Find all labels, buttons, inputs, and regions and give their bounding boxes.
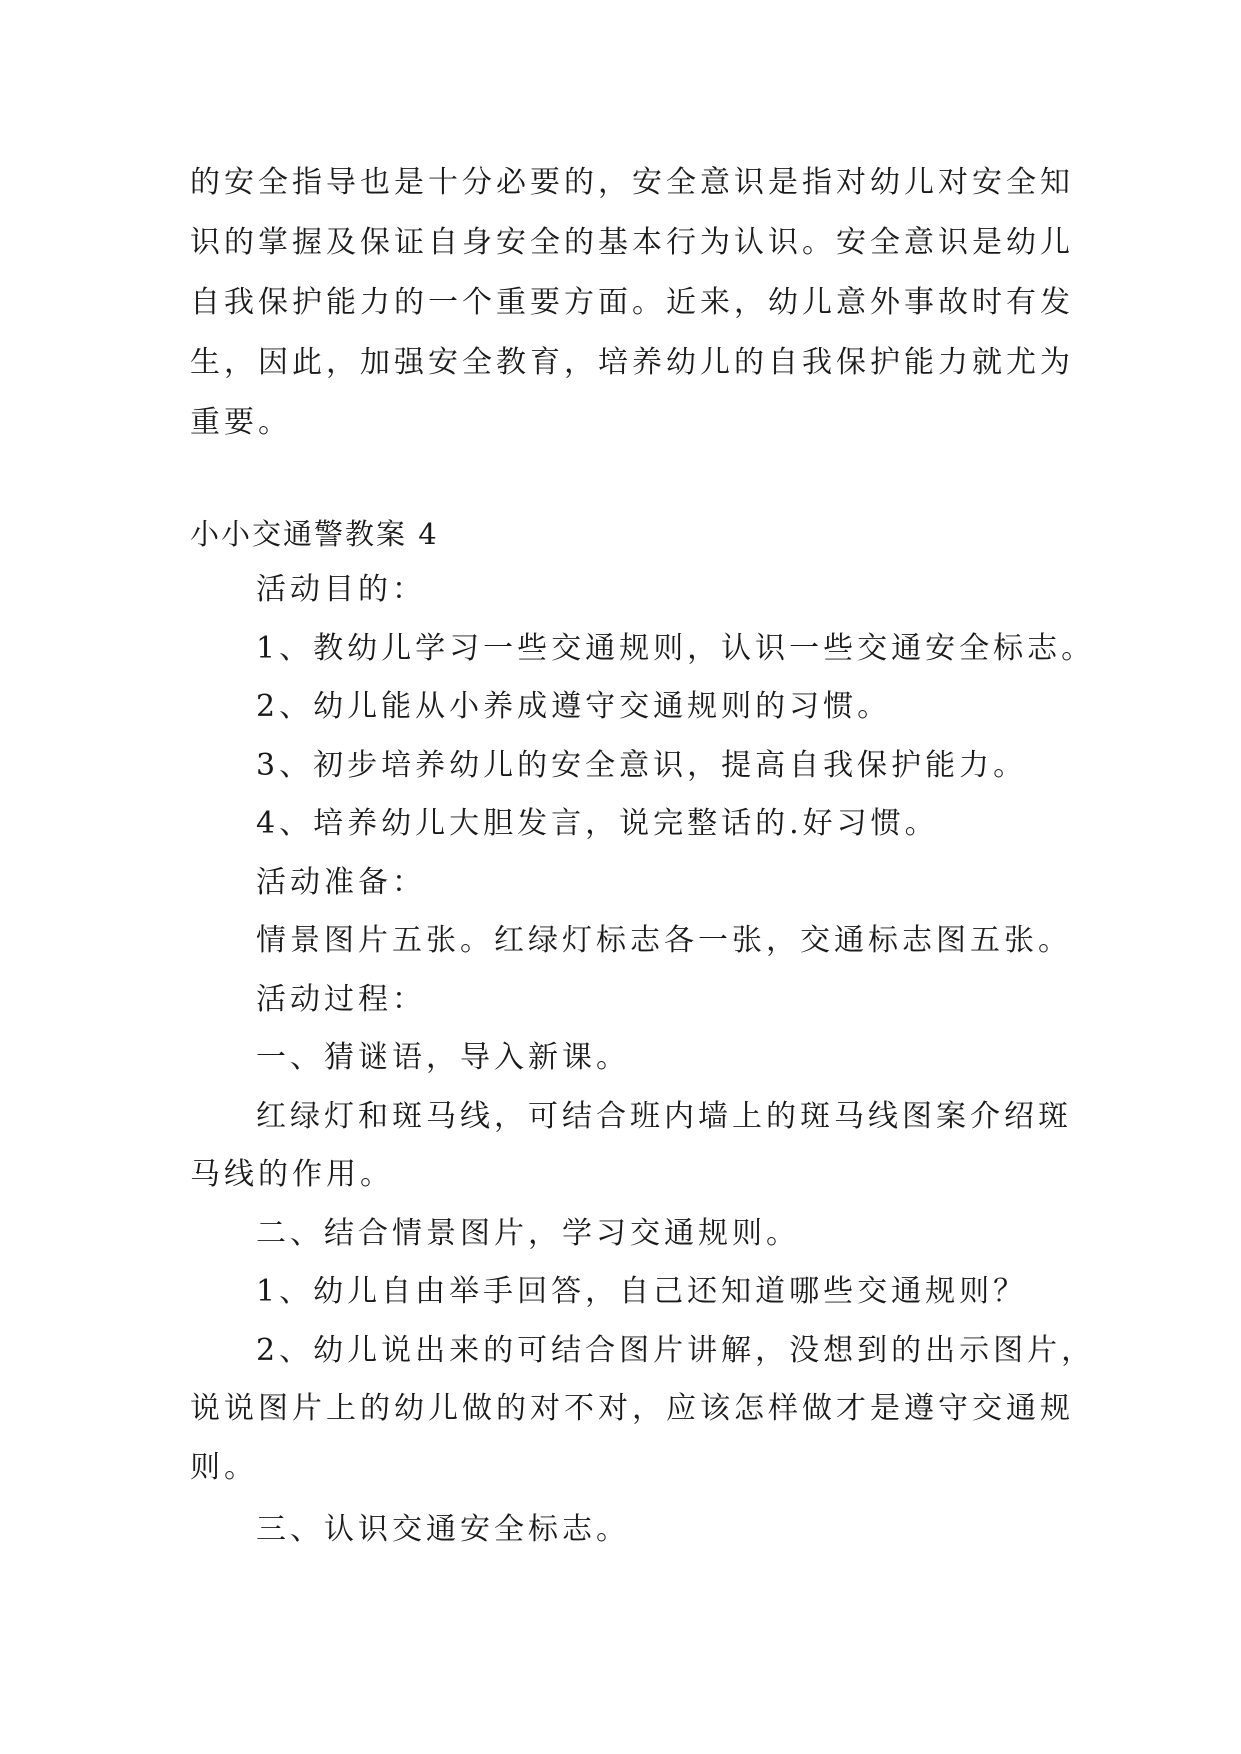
text-line: 1、教幼儿学习一些交通规则，认识一些交通安全标志。 — [256, 630, 1096, 666]
text-line: 3、初步培养幼儿的安全意识，提高自我保护能力。 — [256, 747, 1028, 783]
text-line: 一、猜谜语，导入新课。 — [256, 1040, 630, 1075]
intro-paragraph — [190, 153, 1074, 453]
text-line: 重要。 — [190, 405, 292, 440]
text-line: 二、结合情景图片，学习交通规则。 — [256, 1215, 800, 1251]
text-line: 活动准备： — [256, 864, 426, 900]
text-line: 马线的作用。 — [190, 1157, 394, 1192]
text-line: 活动目的： — [256, 572, 426, 607]
text-line: 自我保护能力的一个重要方面。近来，幼儿意外事故时有发 — [190, 285, 1074, 320]
text-line: 4、培养幼儿大胆发言，说完整话的.好习惯。 — [256, 806, 939, 841]
text-line: 识的掌握及保证自身安全的基本行为认识。安全意识是幼儿 — [190, 225, 1074, 260]
text-line: 生，因此，加强安全教育，培养幼儿的自我保护能力就尤为 — [190, 345, 1074, 380]
text-line: 2、幼儿说出来的可结合图片讲解，没想到的出示图片， — [256, 1332, 1096, 1368]
text-line: 红绿灯和斑马线，可结合班内墙上的斑马线图案介绍斑 — [256, 1098, 1072, 1134]
text-line: 情景图片五张。红绿灯标志各一张，交通标志图五张。 — [256, 923, 1072, 958]
text-line: 2、幼儿能从小养成遵守交通规则的习惯。 — [256, 689, 892, 724]
text-line: 三、认识交通安全标志。 — [256, 1512, 630, 1547]
text-line: 的安全指导也是十分必要的，安全意识是指对幼儿对安全知 — [190, 165, 1074, 200]
text-line: 1、幼儿自由举手回答，自己还知道哪些交通规则？ — [256, 1274, 1028, 1309]
section-title: 小小交通警教案 4 — [190, 517, 439, 551]
section-body — [190, 561, 1096, 1560]
text-line: 活动过程： — [256, 981, 426, 1017]
text-line: 说说图片上的幼儿做的对不对，应该怎样做才是遵守交通规 — [190, 1391, 1074, 1426]
text-line: 则。 — [190, 1449, 258, 1485]
